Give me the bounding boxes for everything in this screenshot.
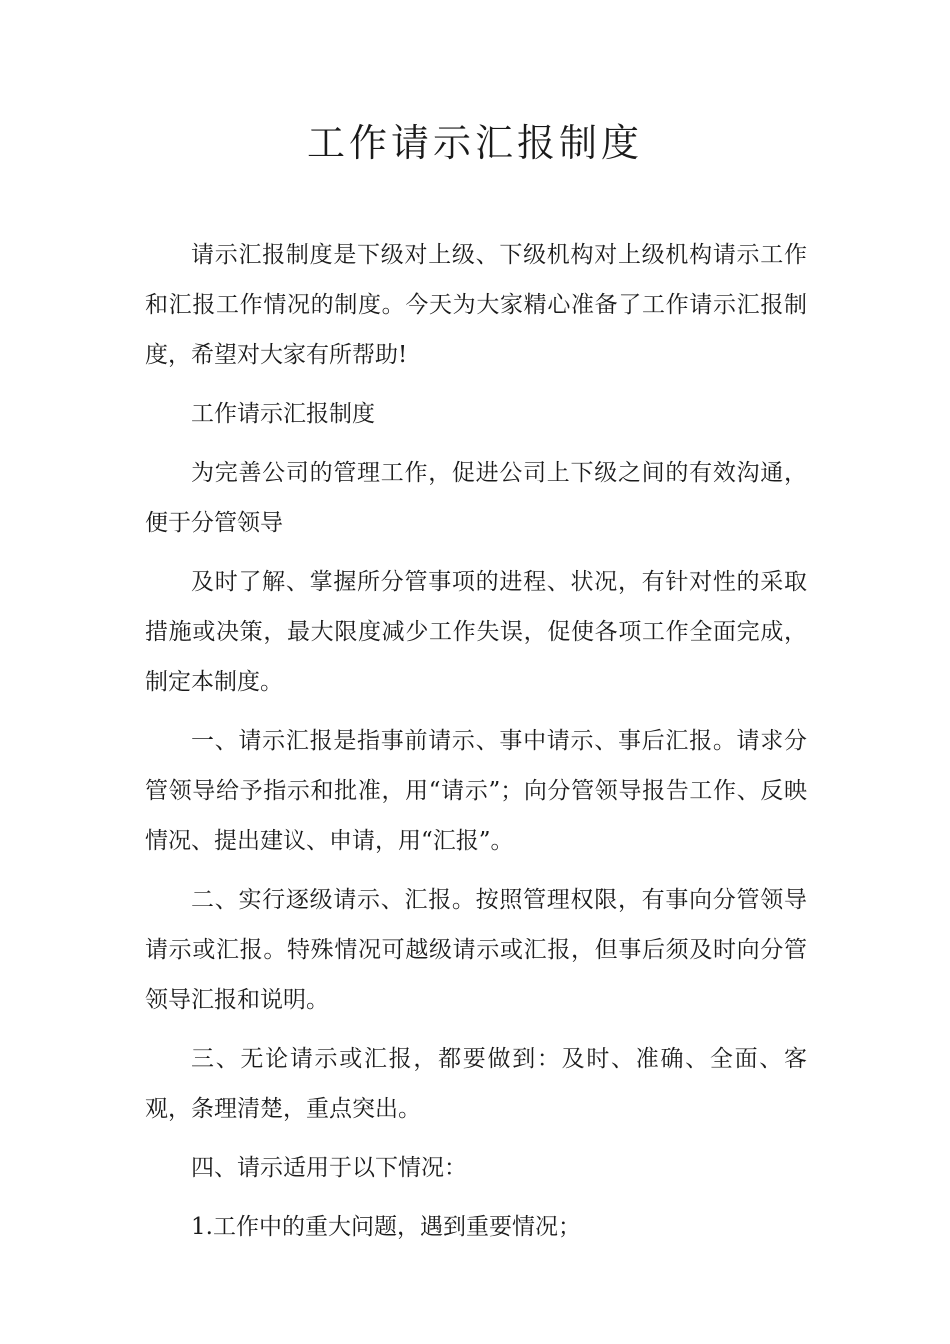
- purpose-paragraph: 为完善公司的管理工作，促进公司上下级之间的有效沟通，便于分管领导: [145, 460, 807, 536]
- article-one: 一、请示汇报是指事前请示、事中请示、事后汇报。请求分管领导给予指示和批准，用“请示”；向分管领导报告工作、反映情况、提出建议、申请，用“汇报”。: [145, 728, 807, 854]
- article-four: 四、请示适用于以下情况：: [191, 1155, 467, 1181]
- document-title: 工作请示汇报制度: [306, 121, 643, 165]
- article-two: 二、实行逐级请示、汇报。按照管理权限，有事向分管领导请示或汇报。特殊情况可越级请示或汇报，但事后须及时向分管领导汇报和说明。: [145, 887, 807, 1013]
- section-heading: 工作请示汇报制度: [191, 401, 375, 427]
- article-three: 三、无论请示或汇报，都要做到：及时、准确、全面、客观，条理清楚，重点突出。: [145, 1046, 807, 1122]
- purpose-continued-paragraph: 及时了解、掌握所分管事项的进程、状况，有针对性的采取措施或决策，最大限度减少工作失误，促使各项工作全面完成，制定本制度。: [145, 569, 807, 695]
- intro-paragraph: 请示汇报制度是下级对上级、下级机构对上级机构请示工作和汇报工作情况的制度。今天为大家精心准备了工作请示汇报制度，希望对大家有所帮助!: [145, 242, 807, 368]
- document-body: [145, 230, 807, 1261]
- list-item-1: 1.工作中的重大问题，遇到重要情况；: [191, 1214, 581, 1240]
